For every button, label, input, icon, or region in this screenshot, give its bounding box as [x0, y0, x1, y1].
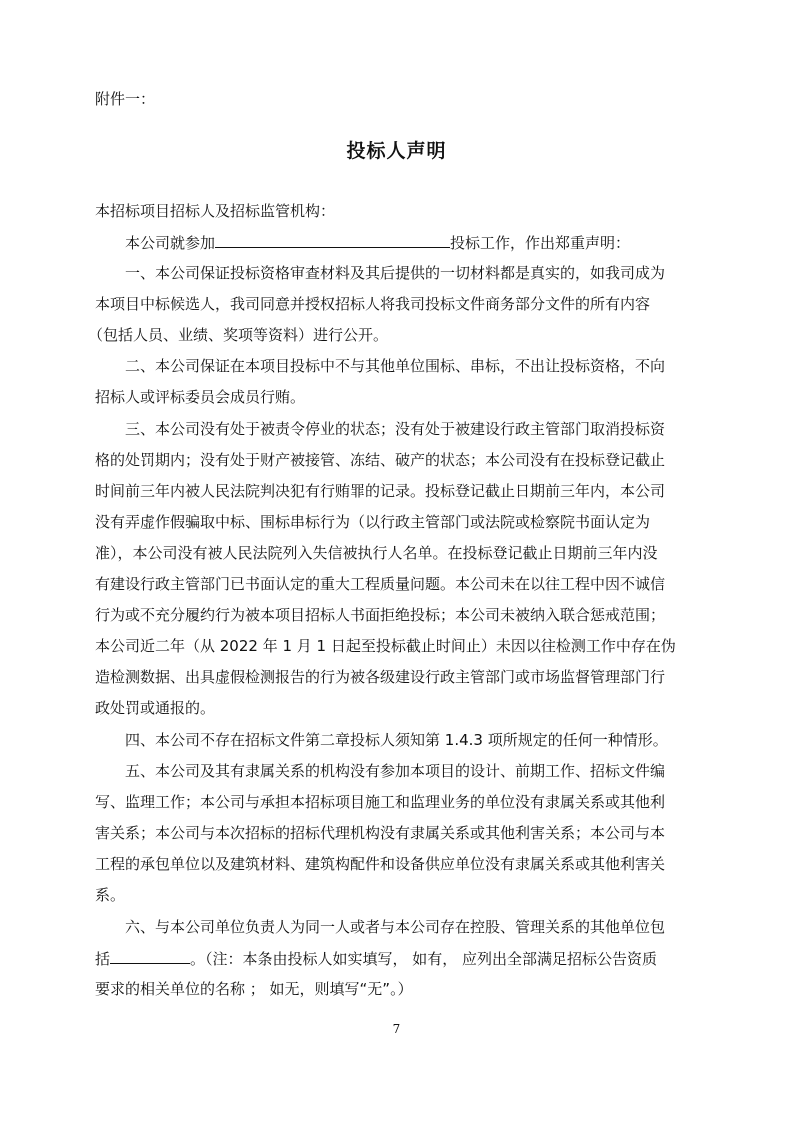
project-name-blank: [215, 231, 450, 248]
paragraph-5-line: 工程的承包单位以及建筑材料、建筑构配件和设备供应单位没有隶属关系或其他利害关: [95, 855, 666, 873]
addressee: 本招标项目招标人及招标监管机构：: [95, 202, 336, 220]
paragraph-6-suffix: 。（注：本条由投标人如实填写， 如有， 应列出全部满足招标公告资质: [190, 950, 658, 968]
paragraph-2-line: 招标人或评标委员会成员行贿。: [95, 388, 306, 406]
paragraph-3-line: 格的处罚期内；没有处于财产被接管、冻结、破产的状态；本公司没有在投标登记截止: [95, 451, 666, 469]
attachment-label: 附件一：: [95, 90, 156, 108]
intro-suffix: 投标工作，作出郑重声明：: [450, 234, 631, 252]
paragraph-6-line: [95, 947, 657, 970]
paragraph-3-line: 本公司近二年（从 2022 年 1 月 1 日起至投标截止时间止）未因以往检测工作中存在伪: [95, 637, 676, 655]
paragraph-6-line: 要求的相关单位的名称 ； 如无，则填写“无”。）: [95, 980, 413, 998]
paragraph-1-line: 一、本公司保证投标资格审查材料及其后提供的一切材料都是真实的，如我司成为: [125, 264, 666, 282]
paragraph-6-line: 六、与本公司单位负责人为同一人或者与本公司存在控股、管理关系的其他单位包: [125, 918, 666, 936]
paragraph-4-line: 四、本公司不存在招标文件第二章投标人须知第 1.4.3 项所规定的任何一种情形。: [125, 731, 668, 749]
page-number: 7: [392, 1022, 401, 1036]
paragraph-5-line: 写、监理工作；本公司与承担本招标项目施工和监理业务的单位没有隶属关系或其他利: [95, 793, 666, 811]
paragraph-2-line: 二、本公司保证在本项目投标中不与其他单位围标、串标，不出让投标资格，不向: [125, 357, 666, 375]
paragraph-3-line: 政处罚或通报的。: [95, 699, 216, 717]
paragraph-3-line: 准），本公司没有被人民法院列入失信被执行人名单。在投标登记截止日期前三年内没: [95, 544, 658, 562]
paragraph-5-line: 害关系；本公司与本次招标的招标代理机构没有隶属关系或其他利害关系；本公司与本: [95, 824, 666, 842]
paragraph-5-line: 五、本公司及其有隶属关系的机构没有参加本项目的设计、前期工作、招标文件编: [125, 762, 666, 780]
paragraph-3-line: 造检测数据、出具虚假检测报告的行为被各级建设行政主管部门或市场监督管理部门行: [95, 668, 666, 686]
document-title: 投标人声明: [346, 140, 447, 162]
paragraph-3-line: 时间前三年内被人民法院判决犯有行贿罪的记录。投标登记截止日期前三年内，本公司: [95, 482, 666, 500]
paragraph-6-prefix: 括: [95, 950, 111, 968]
paragraph-5-line: 系。: [95, 886, 126, 904]
related-units-blank: [110, 947, 190, 964]
paragraph-3-line: 三、本公司没有处于被责令停业的状态；没有处于被建设行政主管部门取消投标资: [125, 420, 666, 438]
paragraph-1-line: 本项目中标候选人，我司同意并授权招标人将我司投标文件商务部分文件的所有内容: [95, 295, 651, 313]
paragraph-3-line: 有建设行政主管部门已书面认定的重大工程质量问题。本公司未在以往工程中因不诚信: [95, 575, 666, 593]
intro-line: [125, 231, 630, 254]
intro-prefix: 本公司就参加: [125, 234, 216, 252]
paragraph-1-line: （包括人员、业绩、奖项等资料）进行公开。: [88, 326, 389, 344]
paragraph-3-line: 没有弄虚作假骗取中标、围标串标行为（以行政主管部门或法院或检察院书面认定为: [95, 513, 651, 531]
paragraph-3-line: 行为或不充分履约行为被本项目招标人书面拒绝投标；本公司未被纳入联合惩戒范围；: [95, 606, 666, 624]
